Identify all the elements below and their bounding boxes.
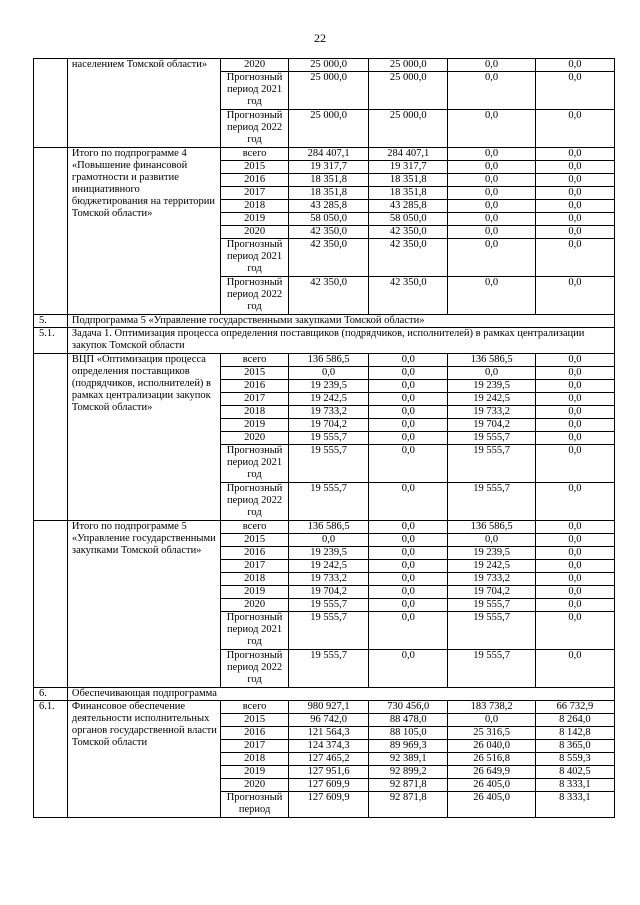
federal-cell: 25 000,0 — [369, 72, 448, 110]
federal-cell: 730 456,0 — [369, 701, 448, 714]
period-cell: 2020 — [221, 432, 289, 445]
other-cell: 0,0 — [535, 226, 614, 239]
federal-cell: 88 105,0 — [369, 727, 448, 740]
total-cell: 42 350,0 — [289, 239, 369, 277]
federal-cell: 42 350,0 — [369, 239, 448, 277]
regional-cell: 19 555,7 — [448, 612, 535, 650]
period-cell: Прогнозный период 2021 год — [221, 72, 289, 110]
table-row — [34, 148, 615, 161]
total-cell: 19 239,5 — [289, 547, 369, 560]
total-cell: 19 239,5 — [289, 380, 369, 393]
regional-cell: 0,0 — [448, 277, 535, 315]
row-index: 6.1. — [34, 701, 68, 818]
period-cell: 2015 — [221, 714, 289, 727]
other-cell: 0,0 — [535, 174, 614, 187]
regional-cell: 19 242,5 — [448, 393, 535, 406]
total-cell: 19 555,7 — [289, 483, 369, 521]
period-cell: Прогнозный период 2021 год — [221, 239, 289, 277]
federal-cell: 0,0 — [369, 445, 448, 483]
period-cell: 2017 — [221, 560, 289, 573]
period-cell: 2016 — [221, 174, 289, 187]
total-cell: 25 000,0 — [289, 59, 369, 72]
regional-cell: 19 555,7 — [448, 599, 535, 612]
federal-cell: 0,0 — [369, 483, 448, 521]
regional-cell: 19 242,5 — [448, 560, 535, 573]
federal-cell: 0,0 — [369, 573, 448, 586]
federal-cell: 0,0 — [369, 380, 448, 393]
period-cell: 2020 — [221, 226, 289, 239]
other-cell: 0,0 — [535, 573, 614, 586]
other-cell: 0,0 — [535, 445, 614, 483]
regional-cell: 0,0 — [448, 200, 535, 213]
total-cell: 19 242,5 — [289, 393, 369, 406]
federal-cell: 0,0 — [369, 393, 448, 406]
row-index: 6. — [34, 688, 68, 701]
period-cell: всего — [221, 701, 289, 714]
regional-cell: 0,0 — [448, 148, 535, 161]
period-cell: 2019 — [221, 766, 289, 779]
federal-cell: 0,0 — [369, 586, 448, 599]
period-cell: Прогнозный период 2022 год — [221, 483, 289, 521]
federal-cell: 0,0 — [369, 547, 448, 560]
regional-cell: 26 516,8 — [448, 753, 535, 766]
period-cell: Прогнозный период 2022 год — [221, 110, 289, 148]
row-index: 5. — [34, 315, 68, 328]
total-cell: 284 407,1 — [289, 148, 369, 161]
regional-cell: 136 586,5 — [448, 521, 535, 534]
other-cell: 0,0 — [535, 187, 614, 200]
other-cell: 0,0 — [535, 354, 614, 367]
total-cell: 19 704,2 — [289, 586, 369, 599]
federal-cell: 0,0 — [369, 612, 448, 650]
other-cell: 0,0 — [535, 148, 614, 161]
program-name: Итого по подпрограмме 4 «Повышение финансовой грамотности и развитие инициативного бюджетирования на территории Томской области» — [67, 148, 220, 315]
period-cell: всего — [221, 148, 289, 161]
regional-cell: 19 555,7 — [448, 445, 535, 483]
period-cell: 2017 — [221, 187, 289, 200]
federal-cell: 25 000,0 — [369, 110, 448, 148]
row-index — [34, 521, 68, 688]
table-row — [34, 521, 615, 534]
total-cell: 127 609,9 — [289, 792, 369, 818]
total-cell: 127 465,2 — [289, 753, 369, 766]
table-row — [34, 59, 615, 72]
other-cell: 0,0 — [535, 72, 614, 110]
period-cell: 2018 — [221, 753, 289, 766]
table-row — [34, 701, 615, 714]
other-cell: 0,0 — [535, 534, 614, 547]
period-cell: 2018 — [221, 200, 289, 213]
regional-cell: 19 733,2 — [448, 406, 535, 419]
budget-table — [33, 58, 615, 818]
total-cell: 19 704,2 — [289, 419, 369, 432]
total-cell: 121 564,3 — [289, 727, 369, 740]
regional-cell: 0,0 — [448, 226, 535, 239]
total-cell: 43 285,8 — [289, 200, 369, 213]
other-cell: 8 333,1 — [535, 792, 614, 818]
program-name: Итого по подпрограмме 5 «Управление государственными закупками Томской области» — [67, 521, 220, 688]
other-cell: 0,0 — [535, 612, 614, 650]
regional-cell: 0,0 — [448, 367, 535, 380]
section-title: Задача 1. Оптимизация процесса определения поставщиков (подрядчиков, исполнителей) в рамках централизации закупок Томской области — [67, 328, 614, 354]
regional-cell: 0,0 — [448, 213, 535, 226]
federal-cell: 25 000,0 — [369, 59, 448, 72]
other-cell: 0,0 — [535, 239, 614, 277]
total-cell: 136 586,5 — [289, 521, 369, 534]
federal-cell: 19 317,7 — [369, 161, 448, 174]
table-row — [34, 354, 615, 367]
other-cell: 0,0 — [535, 200, 614, 213]
page-number: 22 — [314, 31, 326, 45]
federal-cell: 92 871,8 — [369, 792, 448, 818]
federal-cell: 89 969,3 — [369, 740, 448, 753]
regional-cell: 0,0 — [448, 161, 535, 174]
other-cell: 0,0 — [535, 560, 614, 573]
total-cell: 127 609,9 — [289, 779, 369, 792]
period-cell: 2016 — [221, 727, 289, 740]
total-cell: 19 733,2 — [289, 573, 369, 586]
period-cell: 2019 — [221, 419, 289, 432]
other-cell: 0,0 — [535, 59, 614, 72]
federal-cell: 42 350,0 — [369, 226, 448, 239]
other-cell: 0,0 — [535, 419, 614, 432]
total-cell: 19 555,7 — [289, 432, 369, 445]
federal-cell: 88 478,0 — [369, 714, 448, 727]
federal-cell: 18 351,8 — [369, 187, 448, 200]
total-cell: 19 555,7 — [289, 445, 369, 483]
regional-cell: 19 239,5 — [448, 380, 535, 393]
total-cell: 19 242,5 — [289, 560, 369, 573]
total-cell: 19 317,7 — [289, 161, 369, 174]
regional-cell: 19 555,7 — [448, 483, 535, 521]
period-cell: 2020 — [221, 599, 289, 612]
row-index — [34, 148, 68, 315]
period-cell: 2018 — [221, 406, 289, 419]
other-cell: 0,0 — [535, 161, 614, 174]
other-cell: 8 264,0 — [535, 714, 614, 727]
other-cell: 0,0 — [535, 367, 614, 380]
other-cell: 0,0 — [535, 547, 614, 560]
other-cell: 8 365,0 — [535, 740, 614, 753]
period-cell: 2015 — [221, 161, 289, 174]
federal-cell: 92 389,1 — [369, 753, 448, 766]
total-cell: 58 050,0 — [289, 213, 369, 226]
regional-cell: 0,0 — [448, 174, 535, 187]
period-cell: 2016 — [221, 380, 289, 393]
total-cell: 124 374,3 — [289, 740, 369, 753]
other-cell: 0,0 — [535, 432, 614, 445]
period-cell: 2019 — [221, 213, 289, 226]
total-cell: 0,0 — [289, 367, 369, 380]
regional-cell: 0,0 — [448, 534, 535, 547]
total-cell: 18 351,8 — [289, 174, 369, 187]
total-cell: 42 350,0 — [289, 226, 369, 239]
regional-cell: 26 040,0 — [448, 740, 535, 753]
total-cell: 136 586,5 — [289, 354, 369, 367]
period-cell: Прогнозный период 2022 год — [221, 650, 289, 688]
section-title: Подпрограмма 5 «Управление государственными закупками Томской области» — [67, 315, 614, 328]
federal-cell: 42 350,0 — [369, 277, 448, 315]
other-cell: 0,0 — [535, 521, 614, 534]
other-cell: 0,0 — [535, 483, 614, 521]
regional-cell: 136 586,5 — [448, 354, 535, 367]
period-cell: 2018 — [221, 573, 289, 586]
period-cell: 2017 — [221, 740, 289, 753]
period-cell: Прогнозный период 2022 год — [221, 277, 289, 315]
other-cell: 0,0 — [535, 650, 614, 688]
total-cell: 0,0 — [289, 534, 369, 547]
federal-cell: 0,0 — [369, 406, 448, 419]
table-row — [34, 315, 615, 328]
regional-cell: 0,0 — [448, 187, 535, 200]
regional-cell: 19 555,7 — [448, 650, 535, 688]
regional-cell: 0,0 — [448, 110, 535, 148]
total-cell: 25 000,0 — [289, 72, 369, 110]
federal-cell: 0,0 — [369, 521, 448, 534]
total-cell: 127 951,6 — [289, 766, 369, 779]
other-cell: 0,0 — [535, 110, 614, 148]
regional-cell: 25 316,5 — [448, 727, 535, 740]
period-cell: всего — [221, 354, 289, 367]
regional-cell: 26 405,0 — [448, 779, 535, 792]
other-cell: 8 142,8 — [535, 727, 614, 740]
regional-cell: 19 555,7 — [448, 432, 535, 445]
total-cell: 980 927,1 — [289, 701, 369, 714]
table-row — [34, 688, 615, 701]
total-cell: 18 351,8 — [289, 187, 369, 200]
row-index — [34, 59, 68, 148]
other-cell: 0,0 — [535, 393, 614, 406]
federal-cell: 0,0 — [369, 354, 448, 367]
row-index — [34, 354, 68, 521]
period-cell: Прогнозный период 2021 год — [221, 445, 289, 483]
regional-cell: 0,0 — [448, 239, 535, 277]
federal-cell: 0,0 — [369, 560, 448, 573]
regional-cell: 19 733,2 — [448, 573, 535, 586]
regional-cell: 19 239,5 — [448, 547, 535, 560]
period-cell: 2015 — [221, 367, 289, 380]
federal-cell: 92 899,2 — [369, 766, 448, 779]
regional-cell: 183 738,2 — [448, 701, 535, 714]
period-cell: 2020 — [221, 779, 289, 792]
other-cell: 66 732,9 — [535, 701, 614, 714]
total-cell: 19 555,7 — [289, 599, 369, 612]
other-cell: 0,0 — [535, 380, 614, 393]
total-cell: 25 000,0 — [289, 110, 369, 148]
regional-cell: 26 649,9 — [448, 766, 535, 779]
federal-cell: 0,0 — [369, 419, 448, 432]
federal-cell: 0,0 — [369, 650, 448, 688]
federal-cell: 43 285,8 — [369, 200, 448, 213]
regional-cell: 26 405,0 — [448, 792, 535, 818]
total-cell: 19 555,7 — [289, 612, 369, 650]
other-cell: 0,0 — [535, 599, 614, 612]
period-cell: 2015 — [221, 534, 289, 547]
other-cell: 8 559,3 — [535, 753, 614, 766]
federal-cell: 18 351,8 — [369, 174, 448, 187]
program-name: ВЦП «Оптимизация процесса определения поставщиков (подрядчиков, исполнителей) в рамках централизации закупок Томской области» — [67, 354, 220, 521]
regional-cell: 0,0 — [448, 714, 535, 727]
row-index: 5.1. — [34, 328, 68, 354]
other-cell: 0,0 — [535, 586, 614, 599]
period-cell: 2019 — [221, 586, 289, 599]
period-cell: 2017 — [221, 393, 289, 406]
federal-cell: 0,0 — [369, 432, 448, 445]
total-cell: 96 742,0 — [289, 714, 369, 727]
period-cell: всего — [221, 521, 289, 534]
regional-cell: 0,0 — [448, 59, 535, 72]
federal-cell: 58 050,0 — [369, 213, 448, 226]
section-title: Обеспечивающая подпрограмма — [67, 688, 614, 701]
federal-cell: 92 871,8 — [369, 779, 448, 792]
program-name: населением Томской области» — [67, 59, 220, 148]
other-cell: 8 333,1 — [535, 779, 614, 792]
total-cell: 19 733,2 — [289, 406, 369, 419]
federal-cell: 284 407,1 — [369, 148, 448, 161]
other-cell: 0,0 — [535, 277, 614, 315]
total-cell: 42 350,0 — [289, 277, 369, 315]
period-cell: Прогнозный период 2021 год — [221, 612, 289, 650]
period-cell: 2020 — [221, 59, 289, 72]
period-cell: Прогнозный период — [221, 792, 289, 818]
other-cell: 0,0 — [535, 213, 614, 226]
regional-cell: 19 704,2 — [448, 586, 535, 599]
regional-cell: 19 704,2 — [448, 419, 535, 432]
program-name: Финансовое обеспечение деятельности исполнительных органов государственной власти Томской области — [67, 701, 220, 818]
table-row — [34, 328, 615, 354]
federal-cell: 0,0 — [369, 534, 448, 547]
federal-cell: 0,0 — [369, 599, 448, 612]
other-cell: 0,0 — [535, 406, 614, 419]
federal-cell: 0,0 — [369, 367, 448, 380]
period-cell: 2016 — [221, 547, 289, 560]
regional-cell: 0,0 — [448, 72, 535, 110]
other-cell: 8 402,5 — [535, 766, 614, 779]
total-cell: 19 555,7 — [289, 650, 369, 688]
